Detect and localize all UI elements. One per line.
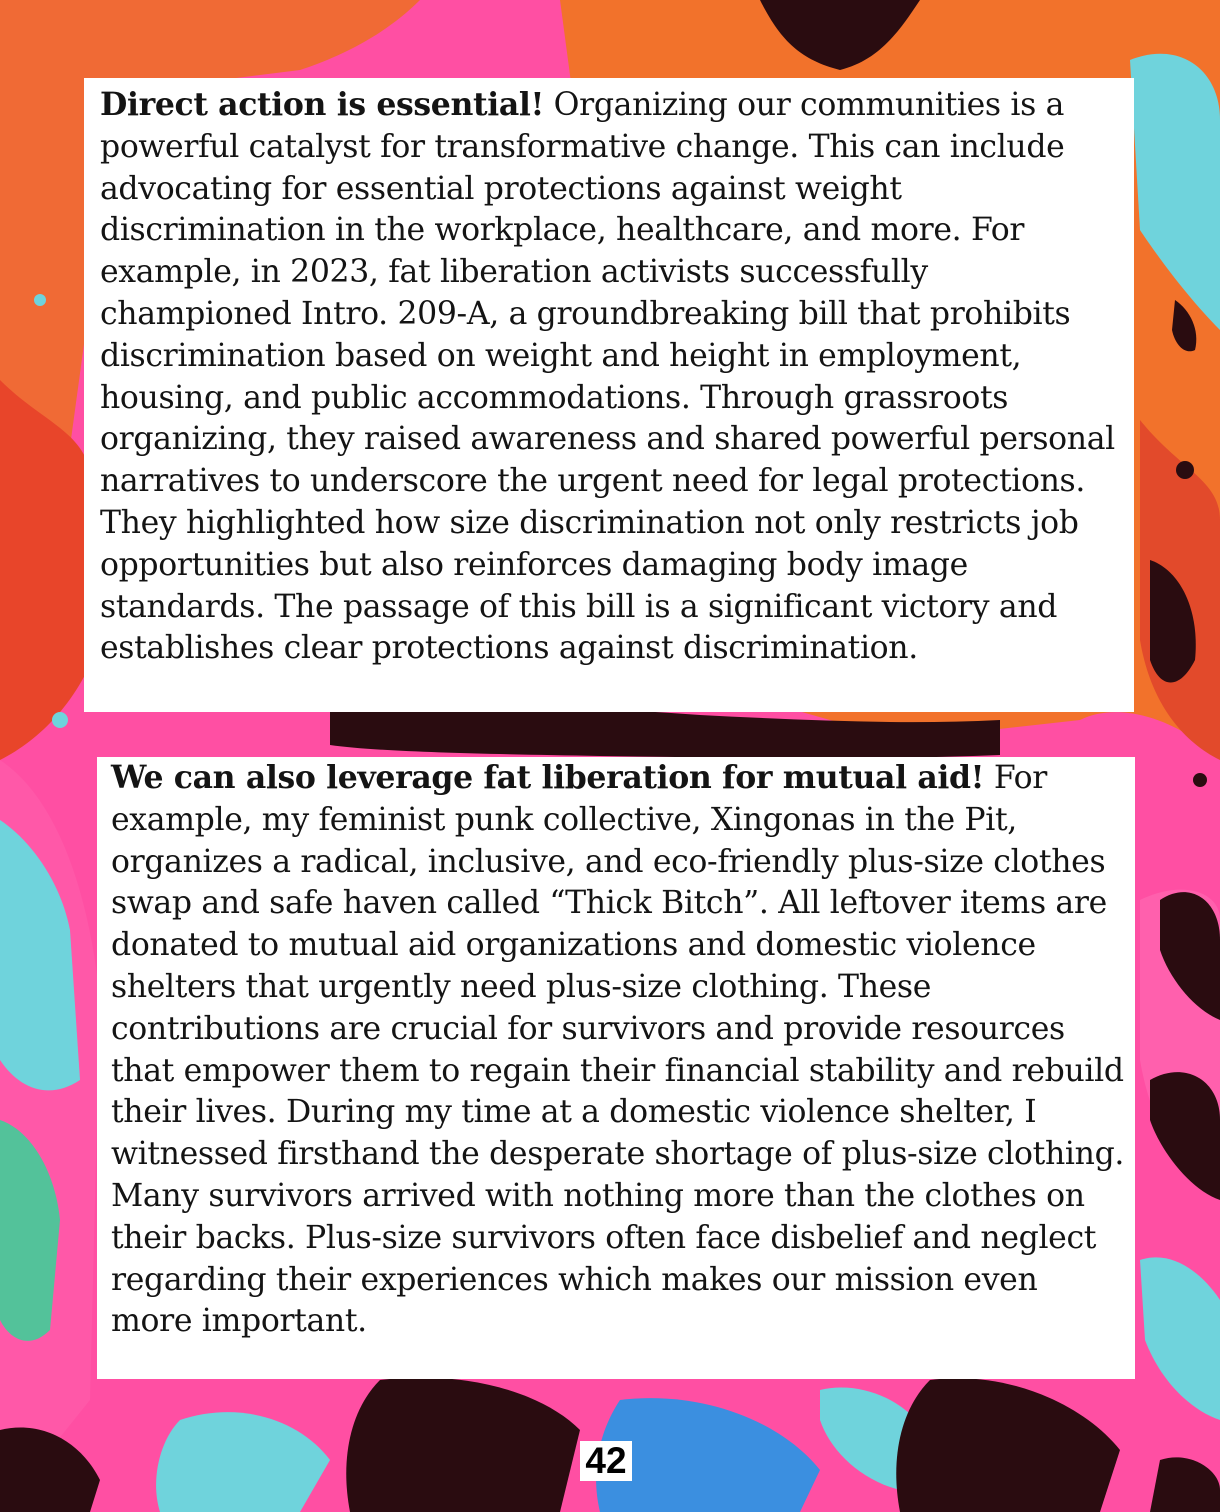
text-panel-mutual-aid — [97, 757, 1135, 1379]
section-body: For example, my feminist punk collective, Xingonas in the Pit, organizes a radical, inclusive, and eco-friendly plus-size clothes swap and safe haven called “Thick Bitch”. All leftover items are donated to mutual aid organizations and domestic violence shelters that urgently need plus-size clothing. These contributions are crucial for survivors and provide resources that empower them to regain their financial stability and rebuild their lives. During my time at a domestic violence shelter, I witnessed firsthand the desperate shortage of plus-size clothing. Many survivors arrived with nothing more than the clothes on their backs. Plus-size survivors often face disbelief and neglect regarding their experiences which makes our mission even more important. — [111, 760, 1125, 1340]
section-lead: Direct action is essential! — [100, 86, 544, 123]
section-lead: We can also leverage fat liberation for mutual aid! — [111, 759, 985, 796]
text-panel-direct-action — [84, 78, 1134, 712]
section-body: Organizing our communities is a powerful catalyst for transformative change. This can include advocating for essential protections against weight discrimination in the workplace, healthcare, and more. For example, in 2023, fat liberation activists successfully championed Intro. 209-A, a groundbreaking bill that prohibits discrimination based on weight and height in employment, housing, and public accommodations. Through grassroots organizing, they raised awareness and shared powerful personal narratives to underscore the urgent need for legal protections. They highlighted how size discrimination not only restricts job opportunities but also reinforces damaging body image standards. The passage of this bill is a significant victory and establishes clear protections against discrimination. — [100, 87, 1115, 667]
page-number: 42 — [580, 1441, 632, 1481]
